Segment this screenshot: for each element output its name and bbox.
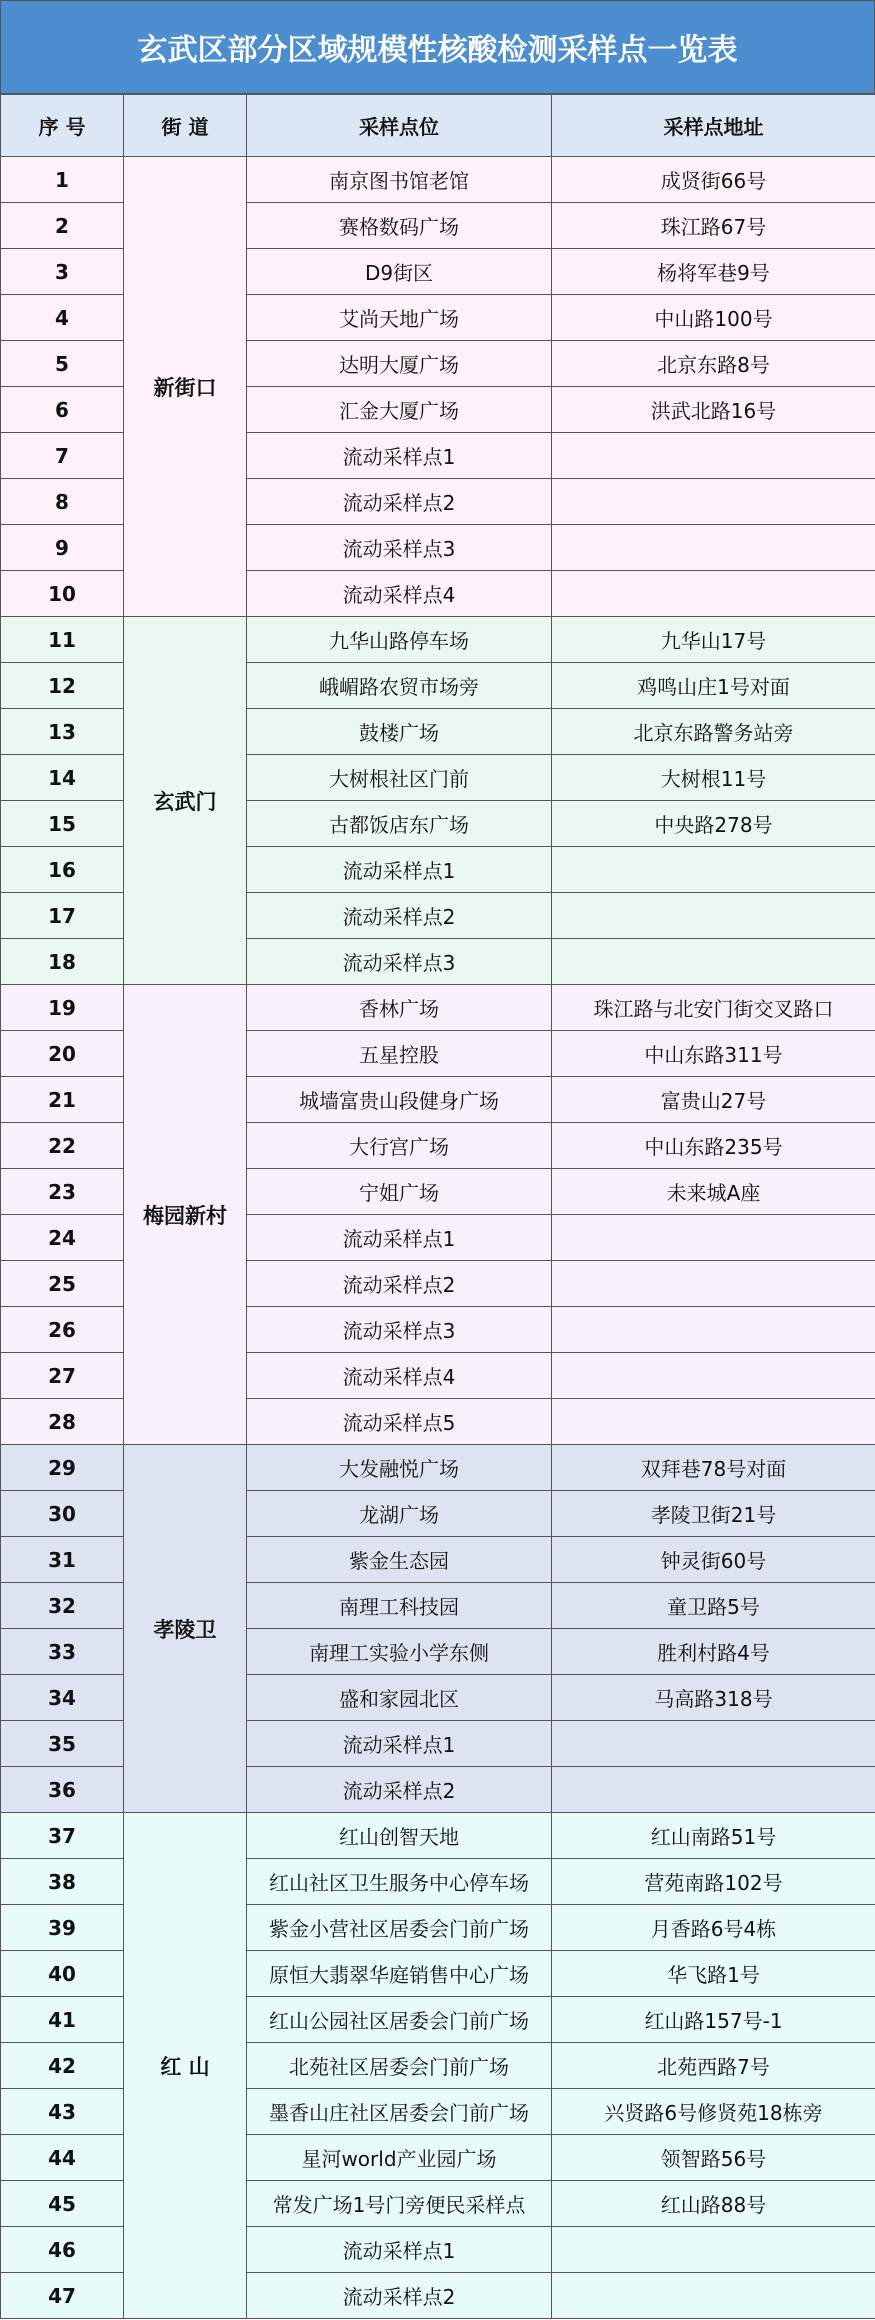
site-address (552, 847, 875, 893)
site-address (552, 939, 875, 985)
sampling-site: 红山社区卫生服务中心停车场 (247, 1859, 552, 1905)
row-number: 7 (1, 433, 124, 479)
sampling-site: 九华山路停车场 (247, 617, 552, 663)
site-address: 月香路6号4栋 (552, 1905, 875, 1951)
row-number: 9 (1, 525, 124, 571)
table-row (1, 617, 875, 663)
row-number: 36 (1, 1767, 124, 1813)
sampling-site: 流动采样点4 (247, 571, 552, 617)
site-address: 珠江路67号 (552, 203, 875, 249)
sampling-site: 达明大厦广场 (247, 341, 552, 387)
site-address (552, 2227, 875, 2273)
street-name: 玄武门 (124, 617, 247, 985)
site-address: 中央路278号 (552, 801, 875, 847)
street-name: 梅园新村 (124, 985, 247, 1445)
site-address: 孝陵卫街21号 (552, 1491, 875, 1537)
street-name: 新街口 (124, 157, 247, 617)
row-number: 43 (1, 2089, 124, 2135)
row-number: 39 (1, 1905, 124, 1951)
site-address: 北苑西路7号 (552, 2043, 875, 2089)
site-address: 红山南路51号 (552, 1813, 875, 1859)
site-address: 胜利村路4号 (552, 1629, 875, 1675)
site-address: 未来城A座 (552, 1169, 875, 1215)
sampling-site: 大行宫广场 (247, 1123, 552, 1169)
row-number: 13 (1, 709, 124, 755)
site-address: 营苑南路102号 (552, 1859, 875, 1905)
sampling-site: 盛和家园北区 (247, 1675, 552, 1721)
site-address: 红山路88号 (552, 2181, 875, 2227)
site-address: 钟灵街60号 (552, 1537, 875, 1583)
site-address: 中山东路235号 (552, 1123, 875, 1169)
row-number: 1 (1, 157, 124, 203)
site-address: 洪武北路16号 (552, 387, 875, 433)
site-address: 鸡鸣山庄1号对面 (552, 663, 875, 709)
row-number: 35 (1, 1721, 124, 1767)
sampling-site: 北苑社区居委会门前广场 (247, 2043, 552, 2089)
row-number: 24 (1, 1215, 124, 1261)
sampling-site: 流动采样点2 (247, 1767, 552, 1813)
sampling-site: 古都饭店东广场 (247, 801, 552, 847)
street-name: 孝陵卫 (124, 1445, 247, 1813)
sampling-site: 五星控股 (247, 1031, 552, 1077)
sampling-site: 流动采样点1 (247, 433, 552, 479)
row-number: 5 (1, 341, 124, 387)
sampling-site: 汇金大厦广场 (247, 387, 552, 433)
sampling-site: 流动采样点2 (247, 1261, 552, 1307)
row-number: 25 (1, 1261, 124, 1307)
sampling-site: 流动采样点3 (247, 939, 552, 985)
sampling-site: 流动采样点1 (247, 847, 552, 893)
site-address (552, 893, 875, 939)
site-address: 兴贤路6号修贤苑18栋旁 (552, 2089, 875, 2135)
row-number: 2 (1, 203, 124, 249)
sampling-site: 南理工科技园 (247, 1583, 552, 1629)
row-number: 4 (1, 295, 124, 341)
row-number: 46 (1, 2227, 124, 2273)
sampling-site: 香林广场 (247, 985, 552, 1031)
row-number: 30 (1, 1491, 124, 1537)
header-number: 序 号 (1, 95, 124, 157)
row-number: 38 (1, 1859, 124, 1905)
sampling-site: 艾尚天地广场 (247, 295, 552, 341)
row-number: 19 (1, 985, 124, 1031)
row-number: 18 (1, 939, 124, 985)
site-address (552, 2273, 875, 2319)
table-row (1, 985, 875, 1031)
row-number: 33 (1, 1629, 124, 1675)
site-address: 珠江路与北安门街交叉路口 (552, 985, 875, 1031)
site-address: 成贤街66号 (552, 157, 875, 203)
site-address: 杨将军巷9号 (552, 249, 875, 295)
sampling-site: 紫金生态园 (247, 1537, 552, 1583)
row-number: 34 (1, 1675, 124, 1721)
site-address (552, 1261, 875, 1307)
row-number: 32 (1, 1583, 124, 1629)
row-number: 16 (1, 847, 124, 893)
row-number: 10 (1, 571, 124, 617)
site-address (552, 1353, 875, 1399)
sampling-site: 流动采样点3 (247, 1307, 552, 1353)
row-number: 8 (1, 479, 124, 525)
site-address: 九华山17号 (552, 617, 875, 663)
sampling-site: 南京图书馆老馆 (247, 157, 552, 203)
table-header-row (1, 95, 875, 157)
table-row (1, 157, 875, 203)
sampling-site: 赛格数码广场 (247, 203, 552, 249)
site-address: 马高路318号 (552, 1675, 875, 1721)
row-number: 37 (1, 1813, 124, 1859)
site-address (552, 433, 875, 479)
site-address (552, 1215, 875, 1261)
site-address: 中山路100号 (552, 295, 875, 341)
sampling-site: 流动采样点1 (247, 1215, 552, 1261)
row-number: 17 (1, 893, 124, 939)
row-number: 15 (1, 801, 124, 847)
sampling-site: 流动采样点1 (247, 2227, 552, 2273)
row-number: 3 (1, 249, 124, 295)
sampling-site: D9街区 (247, 249, 552, 295)
row-number: 31 (1, 1537, 124, 1583)
row-number: 22 (1, 1123, 124, 1169)
sampling-site: 宁姐广场 (247, 1169, 552, 1215)
table-body (1, 157, 875, 2319)
row-number: 41 (1, 1997, 124, 2043)
sampling-site: 流动采样点3 (247, 525, 552, 571)
sampling-site: 红山公园社区居委会门前广场 (247, 1997, 552, 2043)
row-number: 44 (1, 2135, 124, 2181)
page-title: 玄武区部分区域规模性核酸检测采样点一览表 (0, 0, 875, 94)
sampling-site: 龙湖广场 (247, 1491, 552, 1537)
header-address: 采样点地址 (552, 95, 875, 157)
sampling-site: 大发融悦广场 (247, 1445, 552, 1491)
sampling-site: 紫金小营社区居委会门前广场 (247, 1905, 552, 1951)
sampling-site: 峨嵋路农贸市场旁 (247, 663, 552, 709)
row-number: 27 (1, 1353, 124, 1399)
row-number: 28 (1, 1399, 124, 1445)
sampling-site: 流动采样点2 (247, 2273, 552, 2319)
site-address (552, 479, 875, 525)
street-name: 红 山 (124, 1813, 247, 2319)
sampling-site: 流动采样点1 (247, 1721, 552, 1767)
site-address: 北京东路警务站旁 (552, 709, 875, 755)
sampling-site: 流动采样点4 (247, 1353, 552, 1399)
sampling-site: 流动采样点2 (247, 479, 552, 525)
site-address (552, 1399, 875, 1445)
sampling-sites-table (0, 94, 875, 2319)
row-number: 21 (1, 1077, 124, 1123)
site-address (552, 525, 875, 571)
sampling-site: 红山创智天地 (247, 1813, 552, 1859)
row-number: 40 (1, 1951, 124, 1997)
site-address: 双拜巷78号对面 (552, 1445, 875, 1491)
row-number: 45 (1, 2181, 124, 2227)
site-address (552, 1721, 875, 1767)
site-address: 富贵山27号 (552, 1077, 875, 1123)
sampling-site: 流动采样点5 (247, 1399, 552, 1445)
row-number: 12 (1, 663, 124, 709)
site-address: 北京东路8号 (552, 341, 875, 387)
site-address: 大树根11号 (552, 755, 875, 801)
row-number: 47 (1, 2273, 124, 2319)
sampling-site: 墨香山庄社区居委会门前广场 (247, 2089, 552, 2135)
site-address (552, 571, 875, 617)
sampling-site: 南理工实验小学东侧 (247, 1629, 552, 1675)
sampling-site: 常发广场1号门旁便民采样点 (247, 2181, 552, 2227)
site-address: 红山路157号-1 (552, 1997, 875, 2043)
row-number: 20 (1, 1031, 124, 1077)
row-number: 42 (1, 2043, 124, 2089)
table-row (1, 1813, 875, 1859)
sampling-site: 流动采样点2 (247, 893, 552, 939)
sampling-site: 大树根社区门前 (247, 755, 552, 801)
sampling-site: 城墙富贵山段健身广场 (247, 1077, 552, 1123)
site-address (552, 1767, 875, 1813)
row-number: 11 (1, 617, 124, 663)
site-address: 中山东路311号 (552, 1031, 875, 1077)
header-site: 采样点位 (247, 95, 552, 157)
site-address: 童卫路5号 (552, 1583, 875, 1629)
site-address: 华飞路1号 (552, 1951, 875, 1997)
site-address (552, 1307, 875, 1353)
sampling-site: 原恒大翡翠华庭销售中心广场 (247, 1951, 552, 1997)
header-street: 街 道 (124, 95, 247, 157)
row-number: 29 (1, 1445, 124, 1491)
sampling-site: 鼓楼广场 (247, 709, 552, 755)
site-address: 领智路56号 (552, 2135, 875, 2181)
row-number: 14 (1, 755, 124, 801)
row-number: 6 (1, 387, 124, 433)
row-number: 23 (1, 1169, 124, 1215)
sampling-site: 星河world产业园广场 (247, 2135, 552, 2181)
row-number: 26 (1, 1307, 124, 1353)
table-row (1, 1445, 875, 1491)
